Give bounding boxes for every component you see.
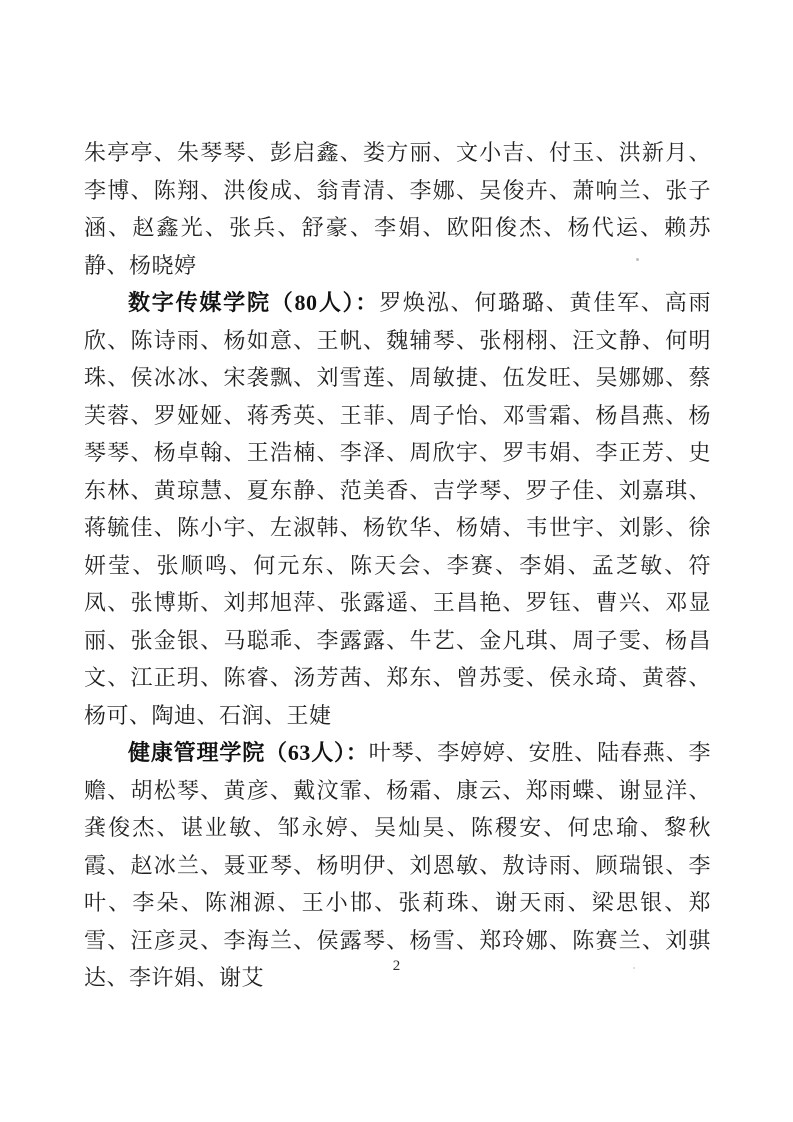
paragraph-digital-media-college xyxy=(84,284,711,734)
document-body xyxy=(84,134,711,997)
page-number: 2 xyxy=(392,958,401,974)
scan-artifact-dot xyxy=(636,258,639,261)
section-header-digital-media-college: 数字传媒学院（80人）： xyxy=(128,290,380,315)
scan-artifact-dot xyxy=(633,967,635,969)
section-header-health-management-college: 健康管理学院（63人）： xyxy=(128,740,369,765)
section-names-digital-media-college: 罗焕泓、何璐璐、黄佳军、高雨欣、陈诗雨、杨如意、王帆、魏辅琴、张栩栩、汪文静、何明珠、侯冰冰、宋袭飘、刘雪莲、周敏捷、伍发旺、吴娜娜、蔡芙蓉、罗娅娅、蒋秀英、王菲、周子怡、邓雪霜、杨昌燕、杨琴琴、杨卓翰、王浩楠、李泽、周欣宇、罗韦娟、李正芳、史东林、黄琼慧、夏东静、范美香、吉学琴、罗子佳、刘嘉琪、蒋毓佳、陈小宇、左淑韩、杨钦华、杨婧、韦世宇、刘影、徐妍莹、张顺鸣、何元东、陈天会、李赛、李娟、孟芝敏、符凤、张博斯、刘邦旭萍、张露遥、王昌艳、罗钰、曹兴、邓显丽、张金银、马聪乖、李露露、牛艺、金凡琪、周子雯、杨昌文、江正玥、陈睿、汤芳茜、郑东、曾苏雯、侯永琦、黄蓉、杨可、陶迪、石润、王婕 xyxy=(84,290,711,728)
section-names-health-management-college: 叶琴、李婷婷、安胜、陆春燕、李赡、胡松琴、黄彦、戴汶霏、杨霜、康云、郑雨蝶、谢显洋、龚俊杰、谌业敏、邹永婷、吴灿昊、陈稷安、何忠瑜、黎秋霞、赵冰兰、聂亚琴、杨明伊、刘恩敏、敖诗雨、顾瑞银、李叶、李朵、陈湘源、王小邯、张莉珠、谢天雨、梁思银、郑雪、汪彦灵、李海兰、侯露琴、杨雪、郑玲娜、陈赛兰、刘骐达、李许娟、谢艾 xyxy=(84,740,711,990)
paragraph-continuation-names: 朱亭亭、朱琴琴、彭启鑫、娄方丽、文小吉、付玉、洪新月、李博、陈翔、洪俊成、翁青清、李娜、吴俊卉、萧响兰、张子涵、赵鑫光、张兵、舒豪、李娟、欧阳俊杰、杨代运、赖苏静、杨晓婷 xyxy=(84,140,711,278)
